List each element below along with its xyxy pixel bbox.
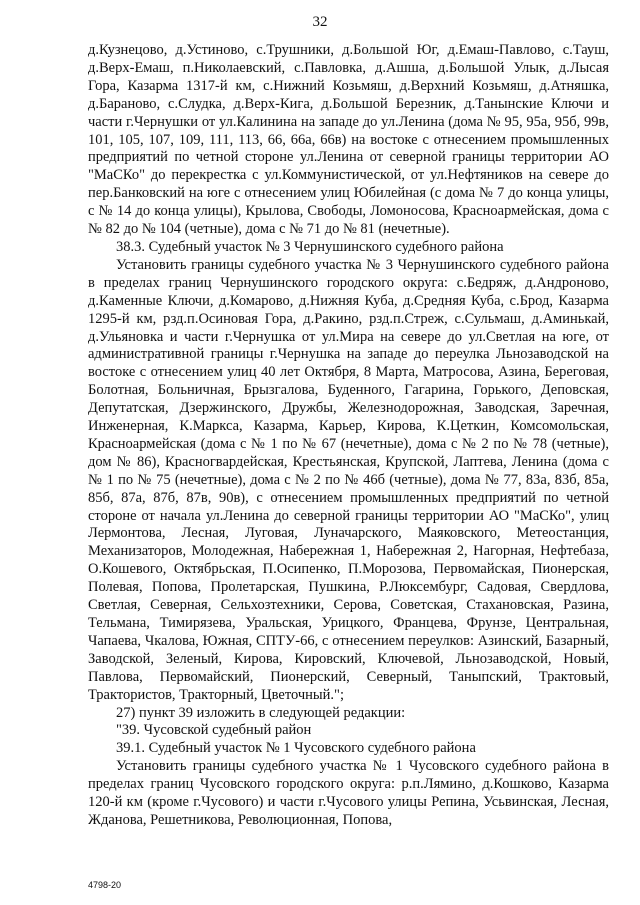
heading-section-39-1: 39.1. Судебный участок № 1 Чусовского судебного района bbox=[116, 740, 476, 757]
document-body bbox=[88, 42, 609, 830]
paragraph-district-1-continued: д.Кузнецово, д.Устиново, с.Трушники, д.Большой Юг, д.Емаш-Павлово, с.Тауш, д.Верх-Емаш, п.Николаевский, с.Павловка, д.Ашша, д.Большой Улык, д.Лысая Гора, Казарма 1317-й км, с.Нижний Козьмяш, д.Верхний Козьмяш, д.Атняшка, д.Бараново, с.Слудка, д.Верх-Кига, д.Большой Березник, д.Танынские Ключи и части г.Чернушки от ул.Калинина на западе до ул.Ленина (дома № 95, 95а, 95б, 99в, 101, 105, 107, 109, 111, 113, 66, 66а, 66в) на востоке с отнесением промышленных предприятий по четной стороне ул.Ленина от северной границы территории АО "МаСКо" до перекрестка с ул.Коммунистической, от ул.Нефтяников на севере до пер.Банковский на юге с отнесением улиц Юбилейная (с дома № 7 до конца улицы, с № 14 до конца улицы), Крылова, Свободы, Ломоносова, Красноармейская, дома с № 82 до № 104 (четные), дома с № 71 до № 81 (нечетные). bbox=[88, 42, 609, 238]
heading-section-38-3: 38.3. Судебный участок № 3 Чернушинского судебного района bbox=[116, 238, 504, 255]
paragraph-item-27: 27) пункт 39 изложить в следующей редакции: bbox=[116, 704, 406, 721]
paragraph-section-38-3: Установить границы судебного участка № 3 Чернушинского судебного района в пределах границ Чернушинского городского округа: с.Бедряж, д.Андроново, д.Каменные Ключи, д.Комарово, д.Нижняя Куба, д.Средняя Куба, с.Брод, Казарма 1295-й км, рзд.п.Осиновая Гора, д.Ракино, рзд.п.Стреж, с.Сульмаш, д.Аминькай, д.Ульяновка и части г.Чернушка от ул.Мира на севере до ул.Светлая на юге, от административной границы г.Чернушка на западе до переулка Льнозаводской на востоке с отнесением улиц 40 лет Октября, 8 Марта, Матросова, Азина, Береговая, Болотная, Больничная, Брызгалова, Буденного, Гагарина, Горького, Деповская, Депутатская, Дзержинского, Дружбы, Железнодорожная, Заводская, Заречная, Инженерная, К.Маркса, Казарма, Карьер, Кирова, К.Цеткин, Комсомольская, Красноармейская (дома с № 1 по № 67 (нечетные), дома с № 2 по № 78 (четные), дом № 86), Красногвардейская, Крестьянская, Крупской, Лаптева, Ленина (дома с № 1 по № 75 (нечетные), дома с № 2 по № 46б (четные), дома № 77, 83а, 83б, 85а, 85б, 87а, 87б, 87в, 90в), с отнесением промышленных предприятий по четной стороне от начала ул.Ленина до северной границы территории АО "МаСКо", улиц Лермонтова, Лесная, Луговая, Луначарского, Маяковского, Метеостанция, Механизаторов, Молодежная, Набережная 1, Набережная 2, Нагорная, Нефтебаза, О.Кошевого, Октябрьская, П.Осипенко, П.Морозова, Первомайская, Пионерская, Полевая, Попова, Пролетарская, Пушкина, Р.Люксембург, Садовая, Свердлова, Светлая, Северная, Сельхозтехники, Серова, Советская, Стахановская, Разина, Тельмана, Тимирязева, Уральская, Урицкого, Францева, Фрунзе, Центральная, Чапаева, Чкалова, Южная, СПТУ-66, с отнесением переулков: Азинский, Базарный, Заводской, Зеленый, Кирова, Кировский, Ключевой, Льнозаводской, Новый, Павлова, Первомайский, Пионерский, Северный, Таныпский, Трактовый, Трактористов, Тракторный, Цветочный."; bbox=[88, 256, 609, 703]
paragraph-section-39-1: Установить границы судебного участка № 1 Чусовского судебного района в пределах границ Чусовского городского округа: р.п.Лямино, д.Кошково, Казарма 120-й км (кроме г.Чусового) и части г.Чусового улицы Репина, Усьвинская, Лесная, Жданова, Решетникова, Революционная, Попова, bbox=[88, 758, 609, 828]
document-code: 4798-20 bbox=[88, 880, 122, 890]
heading-section-39: "39. Чусовской судебный район bbox=[116, 722, 312, 739]
page-number: 32 bbox=[312, 14, 328, 30]
